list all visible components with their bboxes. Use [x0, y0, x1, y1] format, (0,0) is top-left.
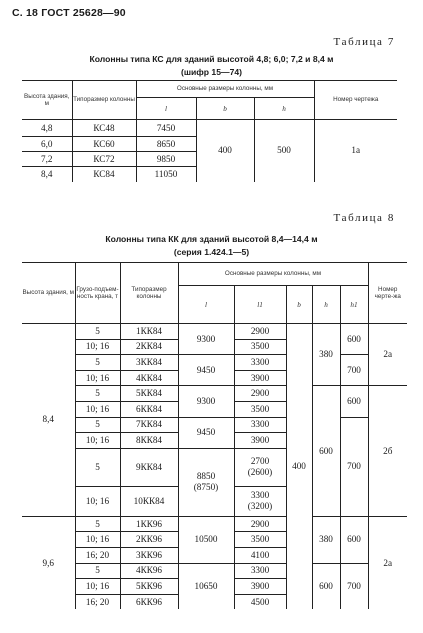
t8-cell-l: 10500 [178, 516, 234, 563]
t8-cell-type: 10КК84 [120, 486, 178, 516]
t8-header-height: Высота здания, м [22, 263, 75, 324]
t7-cell-height: 4,8 [22, 120, 72, 137]
t8-cell-l-value: 8850 [196, 471, 216, 482]
t8-cell-drawing: 2а [368, 324, 407, 386]
t8-cell-type: 4КК96 [120, 563, 178, 579]
t8-cell-l1-alt-value: (3200) [247, 501, 273, 512]
t8-cell-capacity: 5 [75, 386, 120, 402]
t8-cell-capacity: 10; 16 [75, 370, 120, 386]
t8-cell-type: 3КК84 [120, 355, 178, 371]
table8-label: Таблица 8 [333, 212, 395, 224]
t8-cell-h1: 600 [340, 516, 368, 563]
t8-cell-capacity: 5 [75, 516, 120, 532]
t8-cell-l: 9300 [178, 386, 234, 417]
t8-cell-l: 9300 [178, 324, 234, 355]
t8-cell-l1: 3500 [234, 339, 286, 355]
t8-cell-capacity: 10; 16 [75, 532, 120, 548]
t8-cell-l1: 2900 [234, 516, 286, 532]
table7-caption-line2: (шифр 15—74) [180, 66, 243, 77]
t7-cell-type: КС72 [72, 152, 136, 167]
t8-cell-l1: 2900 [234, 324, 286, 340]
t8-cell-capacity: 5 [75, 355, 120, 371]
t8-cell-capacity: 16; 20 [75, 547, 120, 563]
t7-cell-height: 8,4 [22, 167, 72, 182]
t8-cell-l1: 4500 [234, 594, 286, 609]
t8-cell-l1: 3500 [234, 401, 286, 417]
t8-header-drawing: Номер черте-жа [368, 263, 407, 324]
t8-cell-capacity: 5 [75, 324, 120, 340]
t8-cell-l1-alt-value: (2600) [247, 467, 273, 478]
t8-cell-h1: 700 [340, 563, 368, 609]
t8-cell-capacity: 5 [75, 563, 120, 579]
t8-cell-l1: 3300 [234, 563, 286, 579]
t8-cell-capacity: 5 [75, 448, 120, 486]
t8-group-height: 9,6 [22, 516, 75, 609]
t7-cell-l: 9850 [136, 152, 196, 167]
t7-header-main-dims: Основные размеры колонны, мм [136, 81, 314, 98]
table8-caption [0, 233, 423, 258]
t8-cell-type: 6КК84 [120, 401, 178, 417]
t8-header-l: l [178, 286, 234, 324]
t8-cell-l [178, 448, 234, 516]
t8-header-b: b [286, 286, 312, 324]
t8-cell-h: 600 [312, 386, 340, 516]
t8-cell-l1: 3500 [234, 532, 286, 548]
t8-cell-h: 380 [312, 324, 340, 386]
t7-cell-l: 11050 [136, 167, 196, 182]
t8-header-capacity: Грузо-подъем-ность крана, т [75, 263, 120, 324]
t8-cell-capacity: 10; 16 [75, 579, 120, 595]
t7-header-type: Типоразмер колонны [72, 81, 136, 120]
t8-cell-l1 [234, 486, 286, 516]
t8-header-h: h [312, 286, 340, 324]
t8-cell-drawing: 2а [383, 557, 393, 568]
t8-cell-l1: 2900 [234, 386, 286, 402]
table8-caption-line2: (серия 1.424.1—5) [173, 246, 250, 257]
t7-cell-height: 6,0 [22, 137, 72, 152]
t8-header-l1: l1 [234, 286, 286, 324]
t8-cell-type: 9КК84 [120, 448, 178, 486]
t7-cell-drawing: 1а [351, 145, 361, 156]
t8-cell-l1: 3900 [234, 579, 286, 595]
t8-cell-type: 5КК84 [120, 386, 178, 402]
t8-cell-h1: 700 [340, 355, 368, 386]
t7-header-h: h [254, 98, 314, 120]
t8-cell-type: 7КК84 [120, 417, 178, 433]
t7-header-drawing: Номер чертежа [314, 81, 397, 120]
t8-cell-capacity: 10; 16 [75, 486, 120, 516]
t8-cell-l1-value: 2700 [250, 456, 270, 467]
t8-cell-drawing: 2б [368, 386, 407, 516]
t8-cell-type: 4КК84 [120, 370, 178, 386]
t7-cell-b: 400 [196, 120, 254, 182]
t8-cell-capacity: 10; 16 [75, 339, 120, 355]
t8-cell-l: 9450 [178, 355, 234, 386]
t8-cell-l-alt-value: (8750) [193, 482, 219, 493]
t7-cell-l: 8650 [136, 137, 196, 152]
t8-cell-type: 3КК96 [120, 547, 178, 563]
table8 [22, 262, 407, 609]
t8-cell-h: 380 [312, 516, 340, 563]
t8-cell-b: 400 [286, 324, 312, 610]
t8-cell-type: 2КК96 [120, 532, 178, 548]
t8-cell-capacity: 5 [75, 417, 120, 433]
table7-label: Таблица 7 [333, 36, 395, 48]
t8-cell-l1: 3900 [234, 370, 286, 386]
t8-cell-h1: 600 [340, 324, 368, 355]
table7-caption [0, 53, 423, 78]
t7-cell-l: 7450 [136, 120, 196, 137]
t8-cell-type: 5КК96 [120, 579, 178, 595]
t7-header-b: b [196, 98, 254, 120]
t7-cell-height: 7,2 [22, 152, 72, 167]
table7 [22, 80, 397, 182]
t8-group-height: 8,4 [22, 324, 75, 517]
t8-cell-type: 6КК96 [120, 594, 178, 609]
t7-cell-type: КС84 [72, 167, 136, 182]
t8-cell-capacity: 10; 16 [75, 433, 120, 449]
t8-cell-type: 1КК96 [120, 516, 178, 532]
t8-cell-h: 600 [312, 563, 340, 609]
page-header: С. 18 ГОСТ 25628—90 [12, 7, 126, 19]
t8-cell-l1: 3300 [234, 417, 286, 433]
t8-cell-type: 2КК84 [120, 339, 178, 355]
t8-cell-l1 [234, 448, 286, 486]
t8-cell-capacity: 10; 16 [75, 401, 120, 417]
t8-cell-l1: 3900 [234, 433, 286, 449]
t8-cell-l: 9450 [178, 417, 234, 448]
t8-cell-l1: 4100 [234, 547, 286, 563]
t8-cell-type: 8КК84 [120, 433, 178, 449]
t8-cell-h1: 700 [340, 417, 368, 516]
t8-cell-l: 10650 [178, 563, 234, 609]
t8-header-main-dims: Основные размеры колонны, мм [178, 263, 368, 286]
t7-cell-h: 500 [254, 120, 314, 182]
t7-cell-type: КС48 [72, 120, 136, 137]
t7-cell-type: КС60 [72, 137, 136, 152]
t8-cell-capacity: 16; 20 [75, 594, 120, 609]
t8-cell-type: 1КК84 [120, 324, 178, 340]
t8-cell-l1: 3300 [234, 355, 286, 371]
t8-header-type: Типоразмер колонны [120, 263, 178, 324]
table7-caption-line1: Колонны типа КС для зданий высотой 4,8; 6,0; 7,2 и 8,4 м [89, 54, 334, 64]
t7-header-l: l [136, 98, 196, 120]
table8-caption-line1: Колонны типа КК для зданий высотой 8,4—14,4 м [105, 234, 318, 244]
t7-header-height: Высота здания, м [22, 81, 72, 120]
t8-cell-l1-value: 3300 [250, 490, 270, 501]
t8-header-h1: h1 [340, 286, 368, 324]
t8-cell-h1: 600 [340, 386, 368, 417]
